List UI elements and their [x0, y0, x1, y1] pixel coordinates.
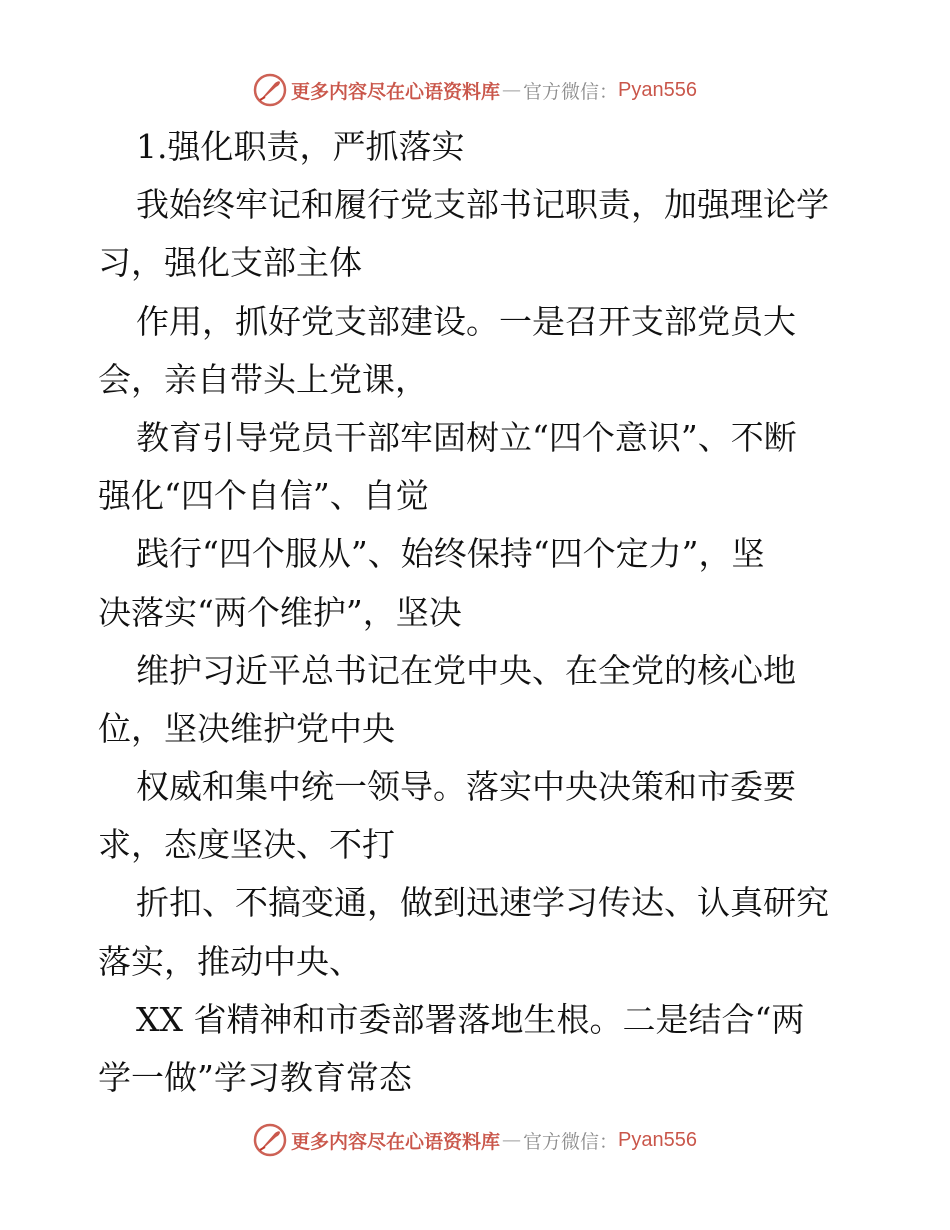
paragraph-line: 折扣、不搞变通，做到迅速学习传达、认真研究: [136, 883, 829, 923]
paragraph-line: 决落实“两个维护”，坚决: [98, 592, 462, 632]
quill-logo-icon: [253, 1123, 287, 1157]
paragraph-line: 教育引导党员干部牢固树立“四个意识”、不断: [136, 417, 797, 457]
paragraph-line: 作用，抓好党支部建设。一是召开支部党员大: [136, 301, 796, 341]
watermark-brand-text: 更多内容尽在心语资料库: [291, 1130, 501, 1153]
paragraph-line: 学一做”学习教育常态: [98, 1058, 412, 1097]
watermark-contact-id: Pyan556: [618, 78, 697, 101]
paragraph-line: 求，态度坚决、不打: [98, 825, 395, 865]
paragraph-line: 会，亲自带头上党课，: [98, 359, 428, 399]
paragraph-line: 我始终牢记和履行党支部书记职责，加强理论学: [136, 185, 829, 225]
watermark-contact-label: 官方微信：: [523, 1130, 619, 1153]
watermark-brand-text: 更多内容尽在心语资料库: [291, 80, 501, 103]
paragraph-line: 践行“四个服从”、始终保持“四个定力”，坚: [136, 534, 765, 574]
paragraph-line: 落实，推动中央、: [98, 941, 362, 981]
watermark-separator: —: [502, 79, 522, 101]
paragraph-line: 强化“四个自信”、自觉: [98, 476, 429, 516]
document-body: [98, 118, 858, 1107]
watermark-separator: —: [502, 1129, 522, 1151]
paragraph-line: 习，强化支部主体: [98, 243, 362, 283]
section-heading: 1.强化职责，严抓落实: [136, 127, 465, 166]
quill-logo-icon: [253, 73, 287, 107]
footer-watermark: [0, 1120, 950, 1160]
paragraph-line: 位，坚决维护党中央: [98, 708, 395, 748]
header-watermark: [0, 70, 950, 110]
paragraph-line: 权威和集中统一领导。落实中央决策和市委要: [136, 767, 796, 807]
watermark-contact-id: Pyan556: [618, 1128, 697, 1151]
paragraph-line: XX 省精神和市委部署落地生根。二是结合“两: [136, 999, 805, 1039]
watermark-contact-label: 官方微信：: [523, 80, 619, 103]
paragraph-line: 维护习近平总书记在党中央、在全党的核心地: [136, 650, 796, 690]
